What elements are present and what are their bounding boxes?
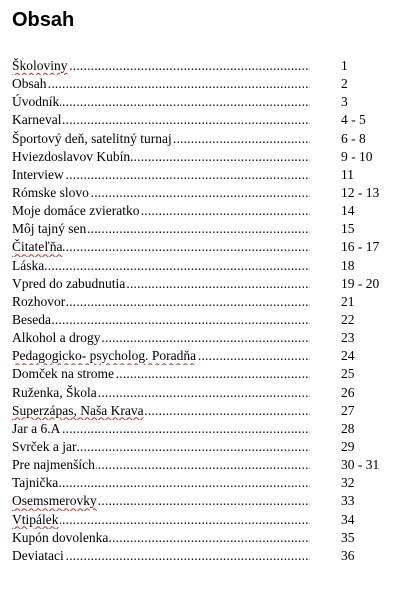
toc-entry-page-number: 33: [341, 493, 355, 509]
toc-entry-page-number: 16 - 17: [341, 239, 380, 255]
page-title: Obsah: [12, 9, 75, 31]
toc-entry-title: [12, 184, 310, 202]
toc-entry-title: [12, 438, 310, 456]
toc-entry: [12, 547, 412, 565]
toc-entry-title: [12, 456, 310, 474]
toc-entry: [12, 420, 412, 438]
toc-entry-title-text: Športový deň, satelitný turnaj: [12, 130, 172, 146]
toc-entry-title-text: Môj tajný sen: [12, 221, 87, 237]
toc-entry-title: [12, 111, 310, 129]
toc-entry-title: [12, 202, 310, 220]
toc-entry-title-text: Obsah: [12, 76, 47, 92]
toc-entry-title-text: Školoviny: [12, 58, 68, 73]
toc-entry-page-number: 35: [341, 529, 355, 545]
toc-entry-title: [12, 311, 310, 329]
toc-entry-title: [12, 75, 310, 93]
toc-entry-title-text: Vpred do zabudnutia: [12, 275, 126, 291]
toc-entry-title: [12, 384, 310, 402]
toc-dot-leader: [12, 311, 310, 329]
toc-entry-page-number: 6 - 8: [341, 130, 366, 146]
toc-entry-title-text: Láska: [12, 257, 45, 273]
toc-entry-title: [12, 93, 310, 111]
toc-entry: [12, 130, 412, 148]
toc-entry-title-text: Pre najmenších: [12, 457, 95, 473]
toc-entry-page-number: 26: [341, 384, 355, 400]
toc-entry-page-number: 23: [341, 330, 355, 346]
toc-entry-title-text: Domček na strome: [12, 366, 114, 382]
toc-entry-page-number: 1: [341, 58, 348, 73]
toc-entry-title-text: Beseda: [12, 311, 51, 327]
toc-entry-title: [12, 293, 310, 311]
toc-entry-title-text: Hviezdoslavov Kubín: [12, 148, 131, 164]
toc-entry-page-number: 12 - 13: [341, 184, 380, 200]
toc-entry-title: [12, 57, 310, 75]
toc-entry-page-number: 28: [341, 420, 355, 436]
toc-entry-title: [12, 238, 310, 256]
toc-entry: [12, 365, 412, 383]
toc-entry: [12, 456, 412, 474]
toc-entry-title-text: Rómske slovo: [12, 184, 89, 200]
toc-entry-title: [12, 166, 310, 184]
toc-entry-page-number: 24: [341, 348, 355, 364]
toc-entry-title: [12, 148, 310, 166]
toc-entry-title-text: Tajnička: [12, 475, 59, 491]
toc-entry-title: [12, 492, 310, 510]
toc-entry-title-text: Moje domáce zvieratko: [12, 203, 140, 219]
toc-entry-title: [12, 275, 310, 293]
toc-entry-title-text: Alkohol a drogy: [12, 330, 101, 346]
toc-entry-page-number: 2: [341, 76, 348, 92]
toc-entry-page-number: 34: [341, 511, 355, 527]
toc-entry-page-number: 15: [341, 221, 355, 237]
toc-entry-page-number: 29: [341, 438, 355, 454]
toc-entry-page-number: 22: [341, 311, 355, 327]
toc-dot-leader: [12, 257, 310, 275]
toc-entry: [12, 220, 412, 238]
toc-entry-page-number: 3: [341, 94, 348, 110]
toc-entry: [12, 148, 412, 166]
toc-entry-title: [12, 347, 310, 365]
toc-entry-title-text: Svrček a jar: [12, 438, 77, 454]
toc-entry: [12, 438, 412, 456]
toc-entry: [12, 384, 412, 402]
toc-entry-title-text: Superzápas, Naša Krava: [12, 402, 144, 418]
toc-entry-page-number: 36: [341, 547, 355, 563]
toc-entry-title-text: Osemsmerovky: [12, 493, 97, 509]
toc-entry-page-number: 25: [341, 366, 355, 382]
toc-entry: [12, 347, 412, 365]
toc-entry: [12, 166, 412, 184]
toc-entry-page-number: 14: [341, 203, 355, 219]
toc-entry: [12, 474, 412, 492]
toc-entry-title-text: Pedagogicko- psycholog. Poradňa: [12, 348, 197, 364]
toc-entry-page-number: 32: [341, 475, 355, 491]
toc-entry: [12, 329, 412, 347]
toc-entry-page-number: 21: [341, 293, 355, 309]
toc-entry-title-text: Vtipálek: [12, 511, 59, 527]
toc-entry-title: [12, 547, 310, 565]
toc-entry-title-text: Interview: [12, 166, 64, 182]
toc-entry: [12, 57, 412, 75]
toc-entry-page-number: 30 - 31: [341, 457, 380, 473]
toc-entry: [12, 402, 412, 420]
toc-entry: [12, 293, 412, 311]
toc-entry-title-text: Kupón dovolenka: [12, 529, 109, 545]
toc-entry-title: [12, 402, 310, 420]
toc-entry-page-number: 9 - 10: [341, 148, 373, 164]
toc-entry-title-text: Ruženka, Škola: [12, 384, 97, 400]
toc-entry: [12, 492, 412, 510]
toc-entry-title: [12, 220, 310, 238]
toc-entry-page-number: 18: [341, 257, 355, 273]
toc-entry-title: [12, 130, 310, 148]
toc-entry: [12, 529, 412, 547]
toc-entry-title: [12, 529, 310, 547]
toc-entry: [12, 184, 412, 202]
toc-entry-title-text: Čitateľňa: [12, 239, 63, 255]
toc-entry-page-number: 4 - 5: [341, 112, 366, 128]
toc-entry-title-text: Rozhovor: [12, 293, 66, 309]
toc-entry: [12, 275, 412, 293]
toc-entry-page-number: 11: [341, 166, 354, 182]
toc-entry-title-text: Deviataci: [12, 547, 64, 563]
toc-entry-title: [12, 257, 310, 275]
toc-entry: [12, 202, 412, 220]
toc-entry-title-text: Úvodník: [12, 94, 60, 110]
toc-entry: [12, 311, 412, 329]
toc-entry-title: [12, 365, 310, 383]
toc-entry-title-text: Jar a 6.A: [12, 420, 61, 436]
toc-entry-title: [12, 420, 310, 438]
toc-entry-title: [12, 474, 310, 492]
toc-entry: [12, 238, 412, 256]
toc-entry-title-text: Karneval: [12, 112, 62, 128]
toc-entry-title: [12, 329, 310, 347]
toc-entry-title: [12, 511, 310, 529]
toc-entry-page-number: 27: [341, 402, 355, 418]
toc-entry: [12, 75, 412, 93]
table-of-contents: [12, 57, 412, 565]
toc-entry: [12, 511, 412, 529]
toc-entry: [12, 111, 412, 129]
toc-entry-page-number: 19 - 20: [341, 275, 380, 291]
toc-dot-leader: [12, 75, 310, 93]
toc-entry: [12, 257, 412, 275]
toc-entry: [12, 93, 412, 111]
